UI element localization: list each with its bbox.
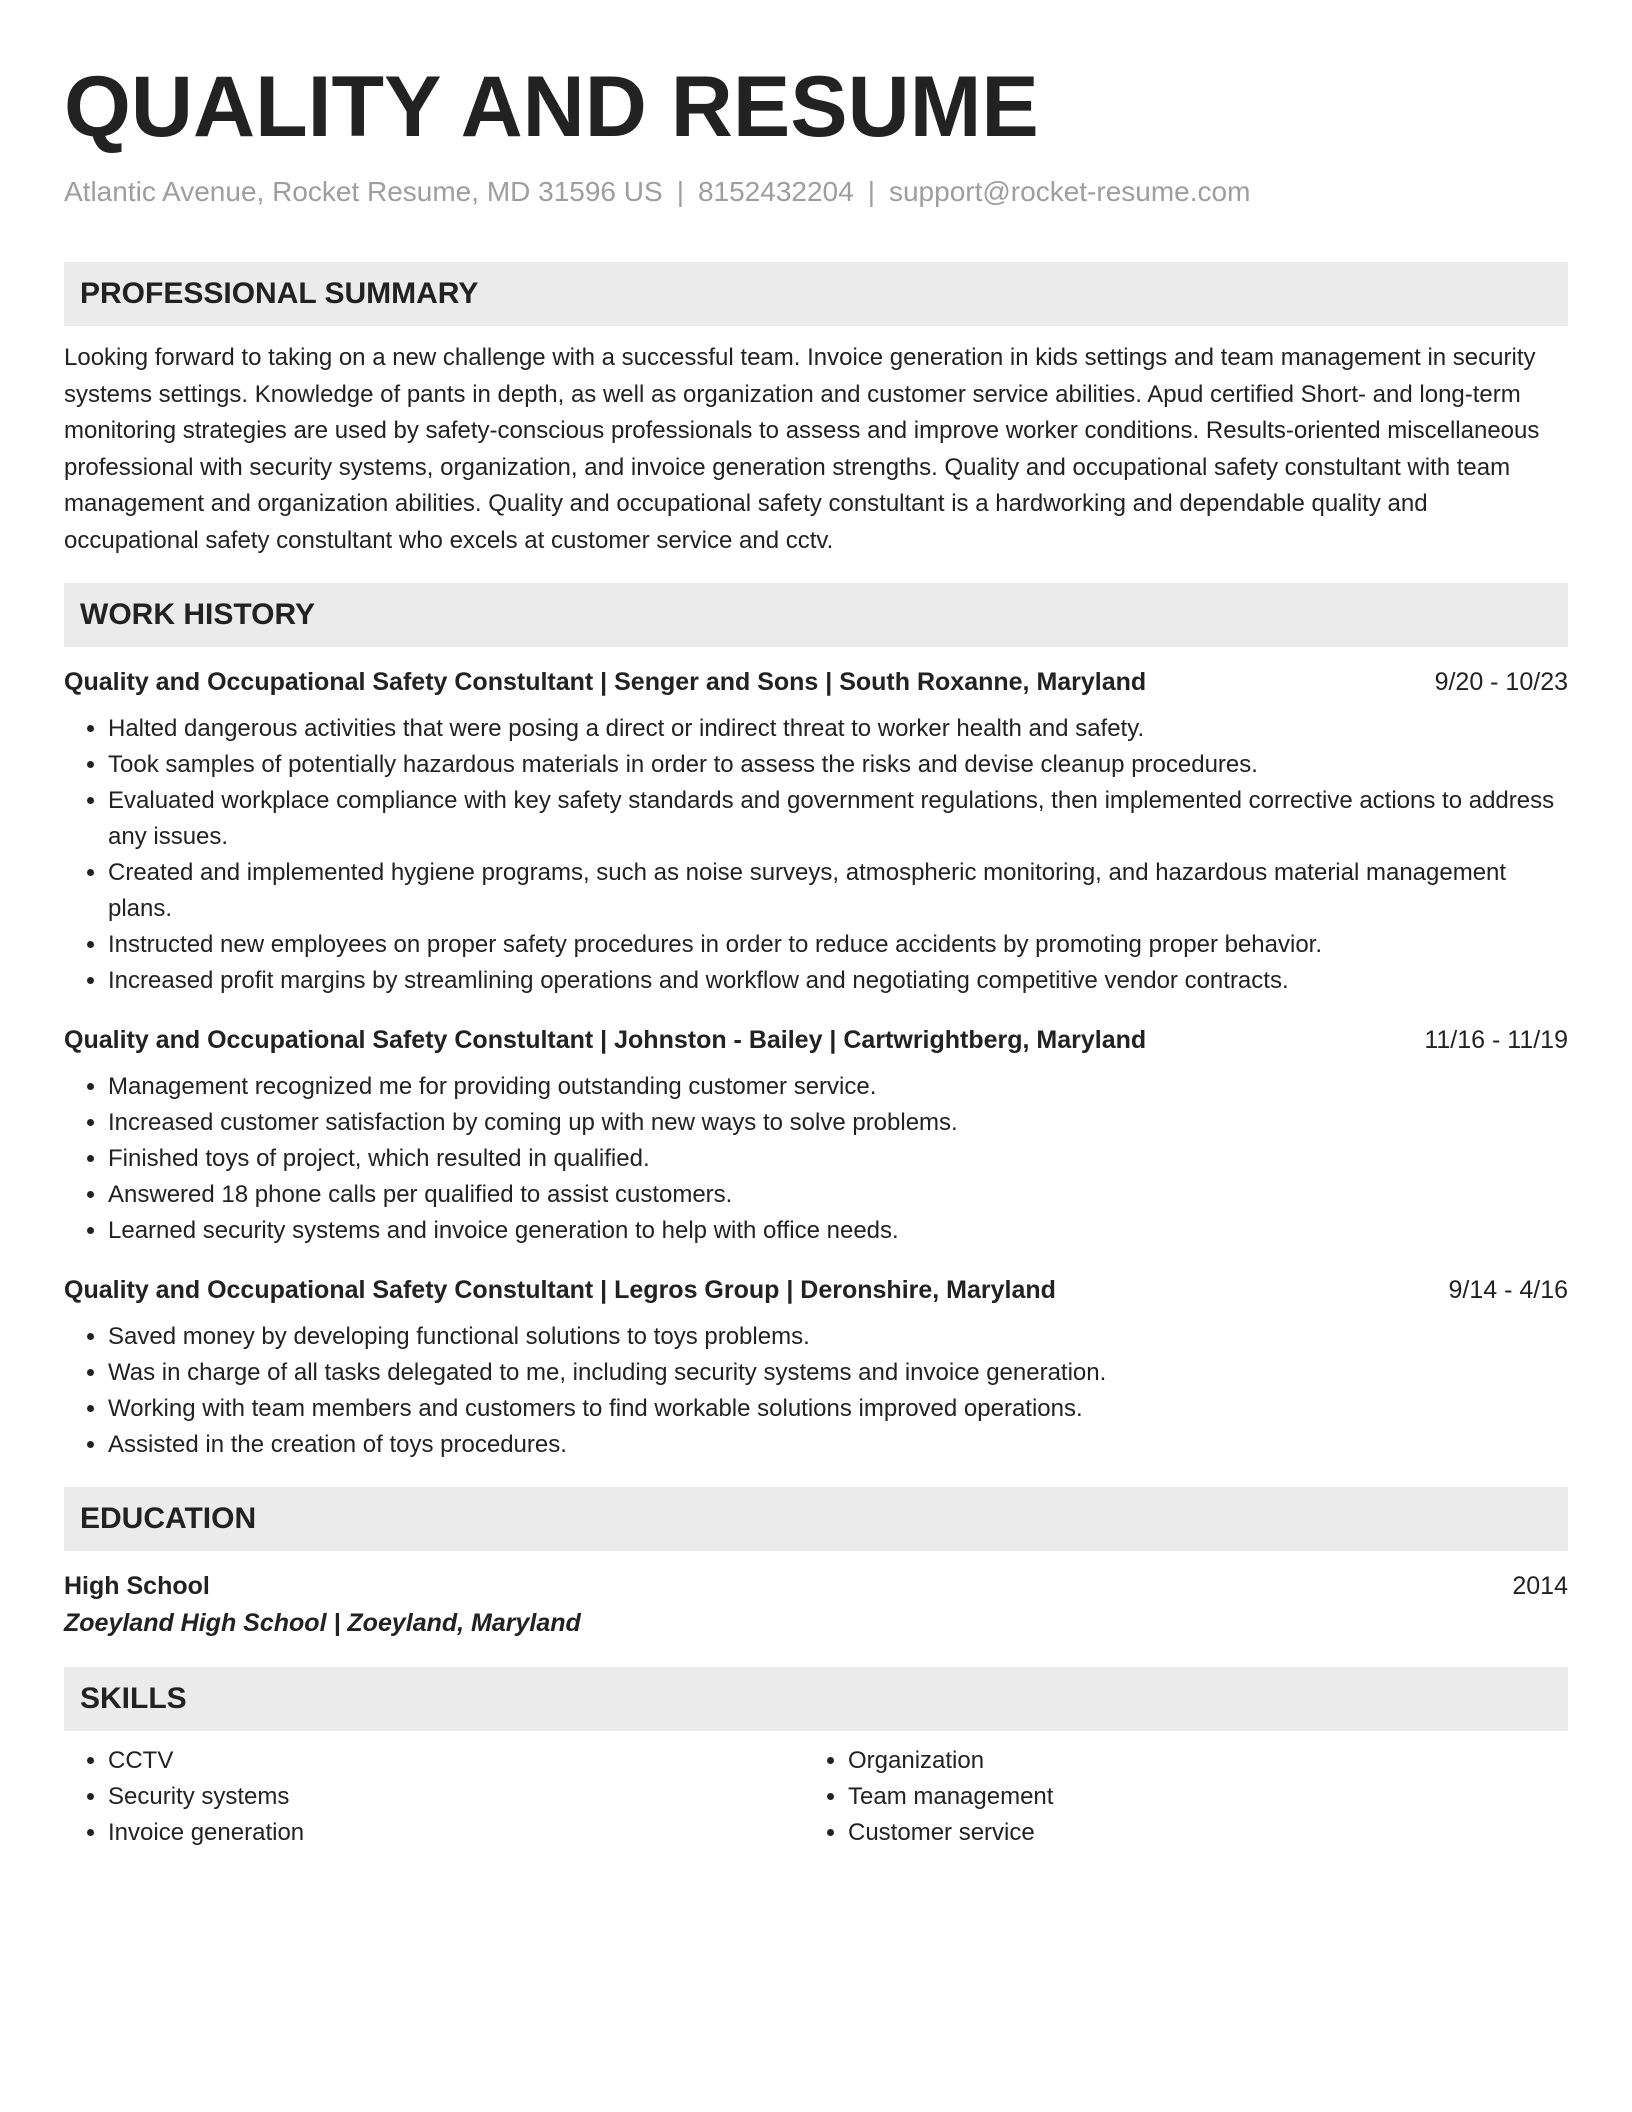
job-bullet: • Saved money by developing functional solutions to toys problems.	[108, 1319, 1568, 1355]
contact-line	[64, 176, 1568, 208]
job-header	[64, 1023, 1568, 1057]
job-bullet: • Halted dangerous activities that were posing a direct or indirect threat to worker health and safety.	[108, 711, 1568, 747]
contact-email: support@rocket-resume.com	[888, 176, 1251, 207]
job-bullet: • Management recognized me for providing outstanding customer service.	[108, 1069, 1568, 1105]
job-bullet: • Increased customer satisfaction by coming up with new ways to solve problems.	[108, 1105, 1568, 1141]
skill-item: • Invoice generation	[108, 1815, 804, 1851]
job-title: Quality and Occupational Safety Constultant | Johnston - Bailey | Cartwrightberg, Maryland	[64, 1026, 1147, 1054]
candidate-name: QUALITY AND RESUME	[64, 59, 1039, 155]
skills-column-left	[64, 1743, 804, 1851]
summary-text: Looking forward to taking on a new challenge with a successful team. Invoice generation in kids settings and team management in security systems settings. Knowledge of pants in depth, as well as organization and customer service abilities. Apud certified Short- and long-term monitoring strategies are used by safety-conscious professionals to assess and improve worker conditions. Results-oriented miscellaneous professional with security systems, organization, and invoice generation strengths. Quality and occupational safety constultant with team management and organization abilities. Quality and occupational safety constultant is a hardworking and dependable quality and occupational safety constultant who excels at customer service and cctv.	[64, 344, 1540, 554]
job-dates: 9/14 - 4/16	[1448, 1276, 1568, 1304]
job-header	[64, 665, 1568, 699]
skill-item: • Customer service	[848, 1815, 1544, 1851]
job-bullet: • Took samples of potentially hazardous materials in order to assess the risks and devise cleanup procedures.	[108, 747, 1568, 783]
job-title: Quality and Occupational Safety Constultant | Legros Group | Deronshire, Maryland	[64, 1276, 1056, 1304]
contact-phone: 8152432204	[697, 176, 854, 207]
job-bullet: • Was in charge of all tasks delegated to me, including security systems and invoice generation.	[108, 1355, 1568, 1391]
contact-separator: |	[676, 176, 684, 207]
job-dates: 11/16 - 11/19	[1424, 1026, 1568, 1054]
skills-column-right	[804, 1743, 1544, 1851]
section-title: PROFESSIONAL SUMMARY	[80, 277, 479, 310]
section-title: EDUCATION	[80, 1502, 257, 1535]
contact-address: Atlantic Avenue, Rocket Resume, MD 31596 US	[64, 176, 663, 207]
job-bullet: • Created and implemented hygiene programs, such as noise surveys, atmospheric monitoring, and hazardous material management plans.	[108, 855, 1568, 927]
education-header	[64, 1569, 1568, 1603]
job-header	[64, 1273, 1568, 1307]
education-year: 2014	[1512, 1572, 1568, 1600]
job-title: Quality and Occupational Safety Constultant | Senger and Sons | South Roxanne, Maryland	[64, 668, 1147, 696]
education-degree: High School	[64, 1572, 210, 1600]
job-bullet: • Finished toys of project, which resulted in qualified.	[108, 1141, 1568, 1177]
section-header-work-history	[64, 583, 1568, 647]
section-header-summary	[64, 262, 1568, 326]
section-title: WORK HISTORY	[80, 598, 316, 631]
job-bullets	[64, 1069, 1568, 1249]
skill-item: • CCTV	[108, 1743, 804, 1779]
job-bullet: • Instructed new employees on proper safety procedures in order to reduce accidents by promoting proper behavior.	[108, 927, 1568, 963]
job-bullet: • Answered 18 phone calls per qualified to assist customers.	[108, 1177, 1568, 1213]
job-bullet: • Assisted in the creation of toys procedures.	[108, 1427, 1568, 1463]
skill-item: • Team management	[848, 1779, 1544, 1815]
job-bullet: • Working with team members and customers to find workable solutions improved operations.	[108, 1391, 1568, 1427]
job-entry	[64, 1023, 1568, 1249]
job-bullet: • Learned security systems and invoice generation to help with office needs.	[108, 1213, 1568, 1249]
job-bullet: • Increased profit margins by streamlining operations and workflow and negotiating competitive vendor contracts.	[108, 963, 1568, 999]
job-entry	[64, 665, 1568, 999]
section-title: SKILLS	[80, 1682, 187, 1715]
section-header-education	[64, 1487, 1568, 1551]
skills-list	[64, 1743, 1568, 1851]
skill-item: • Security systems	[108, 1779, 804, 1815]
education-school: Zoeyland High School | Zoeyland, Maryland	[64, 1609, 581, 1637]
section-header-skills	[64, 1667, 1568, 1731]
job-entry	[64, 1273, 1568, 1463]
job-dates: 9/20 - 10/23	[1434, 668, 1568, 696]
job-bullets	[64, 1319, 1568, 1463]
skill-item: • Organization	[848, 1743, 1544, 1779]
job-bullets	[64, 711, 1568, 999]
job-bullet: • Evaluated workplace compliance with key safety standards and government regulations, then implemented corrective actions to address any issues.	[108, 783, 1568, 855]
contact-separator: |	[867, 176, 875, 207]
